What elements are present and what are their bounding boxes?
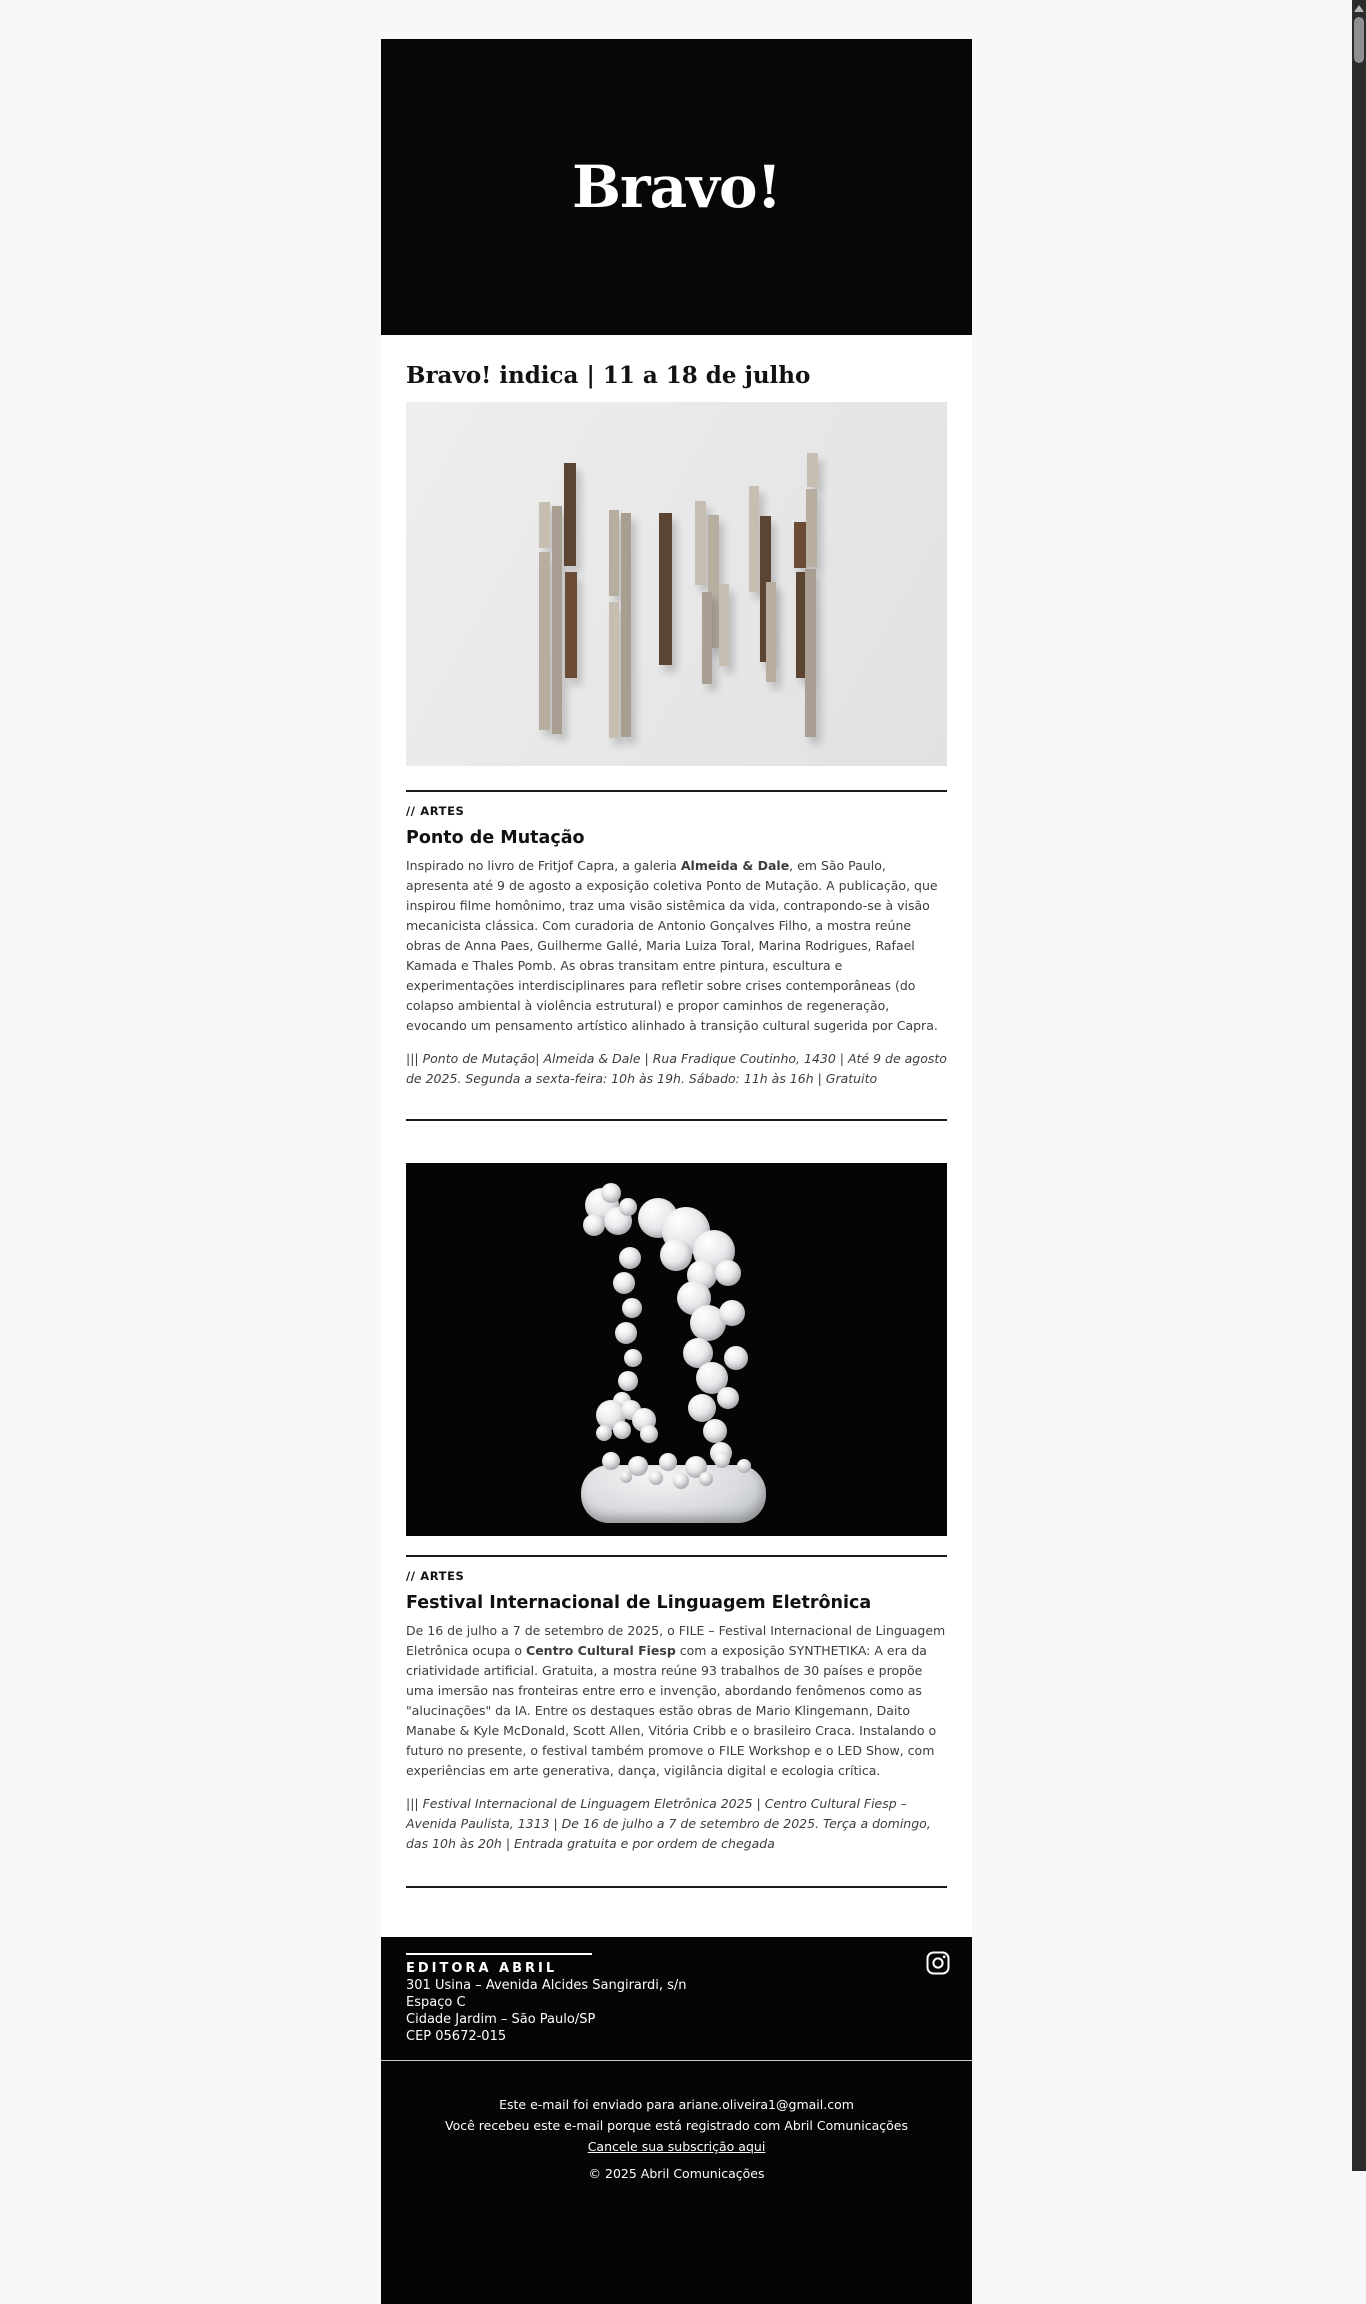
body-segment: , em São Paulo, apresenta até 9 de agosto a exposição coletiva Ponto de Mutação. A publicação, que inspirou filme homônimo, traz uma visão sistêmica da vida, contrapondo-se à visão mecanicista clássica. Com curadoria de Antonio Gonçalves Filho, a mostra reúne obras de Anna Paes, Guilherme Gallé, Maria Luiza Toral, Marina Rodrigues, Rafael Kamada e Thales Pomb. As obras transitam entre pintura, escultura e experimentações interdisciplinares para refletir sobre crises contemporâneas (do colapso ambiental à violência estrutural) e propor caminhos de regeneração, evocando um pensamento artístico alinhado à transição cultural sugerida por Capra. (406, 858, 938, 1033)
scroll-up-arrow-icon[interactable] (1354, 5, 1364, 12)
article-info: ||| Ponto de Mutação| Almeida & Dale | Rua Fradique Coutinho, 1430 | Até 9 de agosto de 2025. Segunda a sexta-feira: 10h às 19h. Sábado: 11h às 16h | Gratuito (406, 1051, 947, 1086)
scrollbar-track[interactable] (1352, 0, 1366, 2171)
copyright-text: © 2025 Abril Comunicações (588, 2166, 765, 2181)
article-title: Ponto de Mutação (406, 828, 585, 848)
email-footer (381, 1937, 972, 2304)
address-line: 301 Usina – Avenida Alcides Sangirardi, s/n (406, 1978, 687, 1993)
reason-text: Você recebeu este e-mail porque está registrado com Abril Comunicações (445, 2118, 908, 2133)
address-line: Cidade Jardim – São Paulo/SP (406, 2012, 596, 2027)
article-body (406, 1621, 947, 1781)
article-info: ||| Festival Internacional de Linguagem Eletrônica 2025 | Centro Cultural Fiesp – Avenida Paulista, 1313 | De 16 de julho a 7 de setembro de 2025. Terça a domingo, das 10h às 20h | Entrada gratuita e por ordem de chegada (406, 1796, 931, 1851)
address-line: CEP 05672-015 (406, 2029, 507, 2044)
article-category: // ARTES (406, 804, 465, 818)
masthead (381, 39, 972, 335)
body-segment: Inspirado no livro de Fritjof Capra, a galeria (406, 858, 681, 873)
body-segment-bold: Centro Cultural Fiesp (526, 1643, 676, 1658)
publisher-name: EDITORA ABRIL (406, 1953, 592, 1977)
divider (406, 1119, 947, 1121)
newsletter-body (381, 335, 972, 1888)
divider (406, 1886, 947, 1888)
address-line: Espaço C (406, 1995, 466, 2010)
newsletter-title: Bravo! indica | 11 a 18 de julho (406, 362, 811, 389)
sent-to-text: Este e-mail foi enviado para ariane.oliveira1@gmail.com (499, 2097, 854, 2112)
instagram-icon[interactable] (926, 1951, 950, 1975)
body-segment-bold: Almeida & Dale (680, 858, 790, 873)
article-category: // ARTES (406, 1569, 465, 1583)
body-segment: De 16 de julho a 7 de setembro de 2025, o FILE – Festival Internacional de Linguagem Eletrônica ocupa o (406, 1623, 946, 1658)
article-image-wood-slats[interactable] (406, 402, 947, 766)
email-newsletter (381, 39, 972, 2304)
article-title: Festival Internacional de Linguagem Eletrônica (406, 1593, 872, 1613)
divider (406, 790, 947, 792)
bravo-logo[interactable]: Bravo! (571, 153, 781, 221)
footer-divider (381, 2060, 972, 2061)
divider (406, 1555, 947, 1557)
unsubscribe-link[interactable]: Cancele sua subscrição aqui (587, 2139, 766, 2154)
scrollbar-thumb[interactable] (1354, 17, 1364, 63)
article-body (406, 856, 947, 1036)
unsubscribe-line (381, 2136, 972, 2157)
body-segment: com a exposição SYNTHETIKA: A era da criatividade artificial. Gratuita, a mostra reúne 93 trabalhos de 30 países e propõe uma imersão nas fronteiras entre erro e invenção, abordando fenômenos como as "alucinações" da IA. Entre os destaques estão obras de Mario Klingemann, Daito Manabe & Kyle McDonald, Scott Allen, Vitória Cribb e o brasileiro Craca. Instalando o futuro no presente, o festival também promove o FILE Workshop e o LED Show, com experiências em arte generativa, dança, vigilância digital e ecologia crítica. (406, 1643, 937, 1778)
publisher-block (381, 1953, 972, 2045)
article-image-bubble-sculpture[interactable] (406, 1163, 947, 1536)
